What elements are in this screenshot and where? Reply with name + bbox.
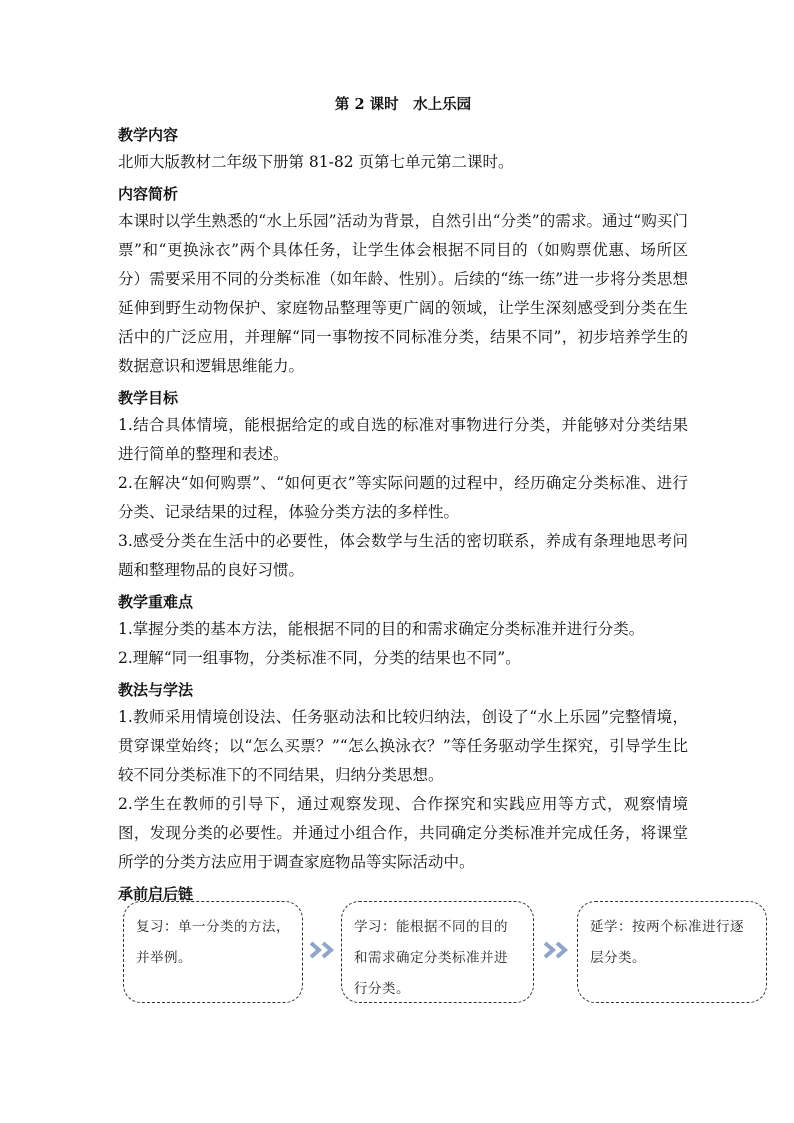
section-heading-chain: 承前启后链 — [118, 885, 194, 903]
section-paragraph: 2.在解决“如何购票”、“如何更衣”等实际问题的过程中，经历确定分类标准、进行分类、记录结果的过程，体验分类方法的多样性。 — [118, 474, 688, 521]
page-title: 第 2 课时 水上乐园 — [334, 96, 472, 113]
chain-box-learn: 学习：能根据不同的目的和需求确定分类标准并进行分类。 — [341, 901, 534, 1003]
section-heading-goals: 教学目标 — [118, 389, 179, 407]
section-heading-analysis: 内容简析 — [118, 185, 179, 203]
double-chevron-right-icon — [542, 939, 572, 961]
section-paragraph: 北师大版教材二年级下册第 81-82 页第七单元第二课时。 — [118, 153, 514, 171]
section-paragraph: 1.教师采用情境创设法、任务驱动法和比较归纳法，创设了“水上乐园”完整情境，贯穿课堂始终；以“怎么买票？”“怎么换泳衣？”等任务驱动学生探究，引导学生比较不同分类标准下的不同结果，归纳分类思想。 — [118, 708, 688, 784]
section-paragraph: 2.学生在教师的引导下，通过观察发现、合作探究和实践应用等方式，观察情境图，发现分类的必要性。并通过小组合作，共同确定分类标准并完成任务，将课堂所学的分类方法应用于调查家庭物品等实际活动中。 — [118, 795, 688, 871]
section-heading-methods: 教法与学法 — [118, 681, 194, 699]
learning-chain-diagram — [0, 901, 794, 1011]
section-heading-key-points: 教学重难点 — [118, 593, 194, 611]
chain-box-extend: 延学：按两个标准进行逐层分类。 — [577, 901, 767, 1003]
section-paragraph: 3.感受分类在生活中的必要性，体会数学与生活的密切联系，养成有条理地思考问题和整理物品的良好习惯。 — [118, 532, 688, 579]
chain-box-review: 复习：单一分类的方法，并举例。 — [123, 901, 303, 1003]
section-paragraph: 2.理解“同一组事物，分类标准不同，分类的结果也不同”。 — [118, 649, 521, 667]
section-paragraph: 本课时以学生熟悉的“水上乐园”活动为背景，自然引出“分类”的需求。通过“购买门票”和“更换泳衣”两个具体任务，让学生体会根据不同目的（如购票优惠、场所区分）需要采用不同的分类标准（如年龄、性别）。后续的“练一练”进一步将分类思想延伸到野生动物保护、家庭物品整理等更广阔的领域，让学生深刻感受到分类在生活中的广泛应用，并理解“同一事物按不同标准分类，结果不同”，初步培养学生的数据意识和逻辑思维能力。 — [118, 212, 688, 375]
section-paragraph: 1.掌握分类的基本方法，能根据不同的目的和需求确定分类标准并进行分类。 — [118, 620, 645, 638]
section-paragraph: 1.结合具体情境，能根据给定的或自选的标准对事物进行分类，并能够对分类结果进行简单的整理和表述。 — [118, 416, 688, 463]
document-body — [118, 92, 688, 907]
double-chevron-right-icon — [308, 939, 338, 961]
section-heading-content: 教学内容 — [118, 126, 179, 144]
